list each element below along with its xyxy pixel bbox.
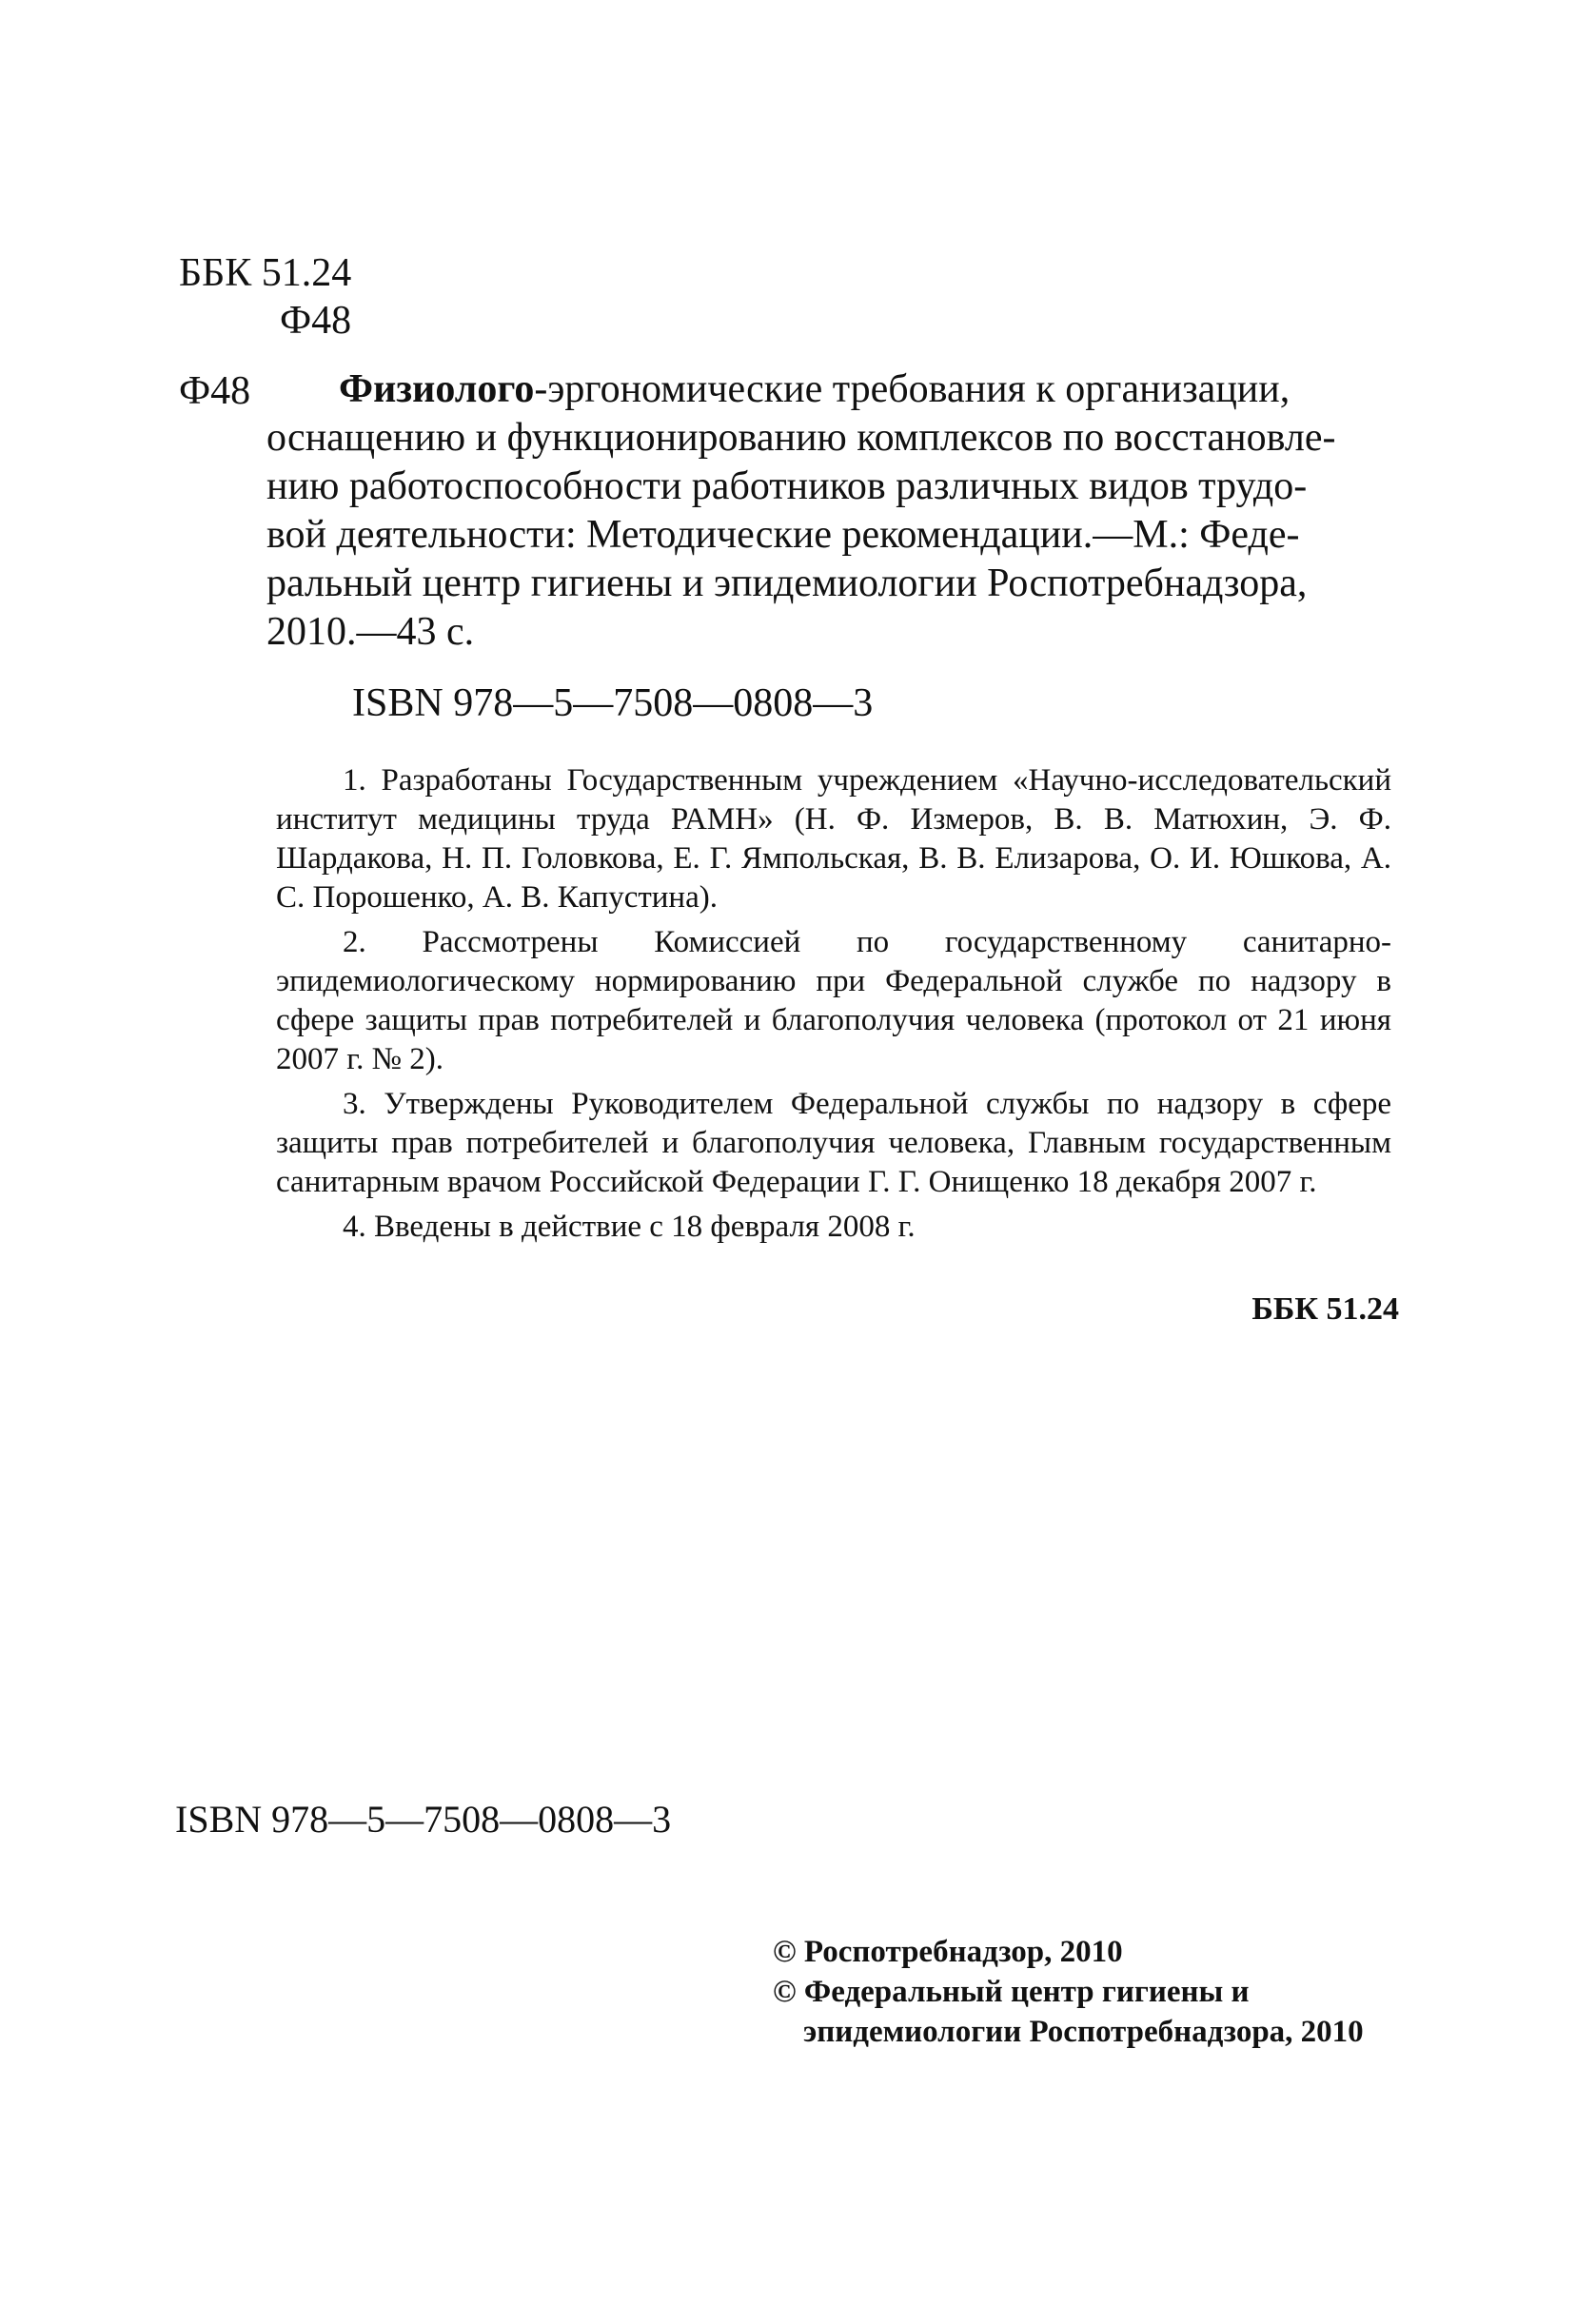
entry-line: вой деятельности: Методические рекомендации.—М.: Феде- — [266, 513, 1300, 557]
isbn-bottom: ISBN 978—5—7508—0808—3 — [175, 1798, 672, 1841]
copyright-line-1: © Роспотребнадзор, 2010 — [773, 1935, 1123, 1969]
copyright-line-3: эпидемиологии Роспотребнадзора, 2010 — [803, 2015, 1364, 2049]
bbk-index-block — [179, 249, 351, 345]
entry-isbn: ISBN 978—5—7508—0808—3 — [352, 681, 874, 725]
entry-line: ральный центр гигиены и эпидемиологии Роспотребнадзора, — [266, 561, 1308, 605]
bibliographic-entry — [266, 365, 1393, 657]
entry-title-bold: Физиолого — [339, 367, 535, 411]
bbk-code: ББК 51.24 — [179, 251, 352, 295]
bbk-code-right: ББК 51.24 — [1251, 1291, 1399, 1327]
entry-line: нию работоспособности работников различных видов трудо- — [266, 464, 1308, 508]
entry-author-mark: Ф48 — [179, 369, 251, 413]
copyright-block — [773, 1932, 1439, 2052]
note-effective: 4. Введены в действие с 18 февраля 2008 г. — [343, 1210, 916, 1244]
note-reviewed: 2. Рассмотрены Комиссией по государственному санитарно-эпидемиологическому нормированию при Федеральной службе по надзору в сфере защиты прав потребителей и благополучия человека (протокол от 21 июня 2007 г. № 2). — [276, 925, 1391, 1076]
note-approved: 3. Утверждены Руководителем Федеральной службы по надзору в сфере защиты прав потребителей и благополучия человека, Главным государственным санитарным врачом Российской Федерации Г. Г. Онищенко 18 декабря 2007 г. — [276, 1087, 1391, 1199]
entry-line: оснащению и функционированию комплексов по восстановле- — [266, 416, 1336, 460]
note-developed: 1. Разработаны Государственным учреждением «Научно-исследовательский институт медицины труда РАМН» (Н. Ф. Измеров, В. В. Матюхин, Э. Ф. Шардакова, Н. П. Головкова, Е. Г. Ямпольская, В. В. Елизарова, О. И. Юшкова, А. С. Порошенко, А. В. Капустина). — [276, 763, 1391, 915]
author-sign: Ф48 — [280, 299, 352, 343]
copyright-line-2: © Федеральный центр гигиены и — [773, 1975, 1250, 2009]
entry-title-line1: -эргономические требования к организации, — [534, 367, 1291, 411]
entry-line: 2010.—43 с. — [266, 610, 475, 654]
publication-notes — [276, 761, 1391, 1252]
